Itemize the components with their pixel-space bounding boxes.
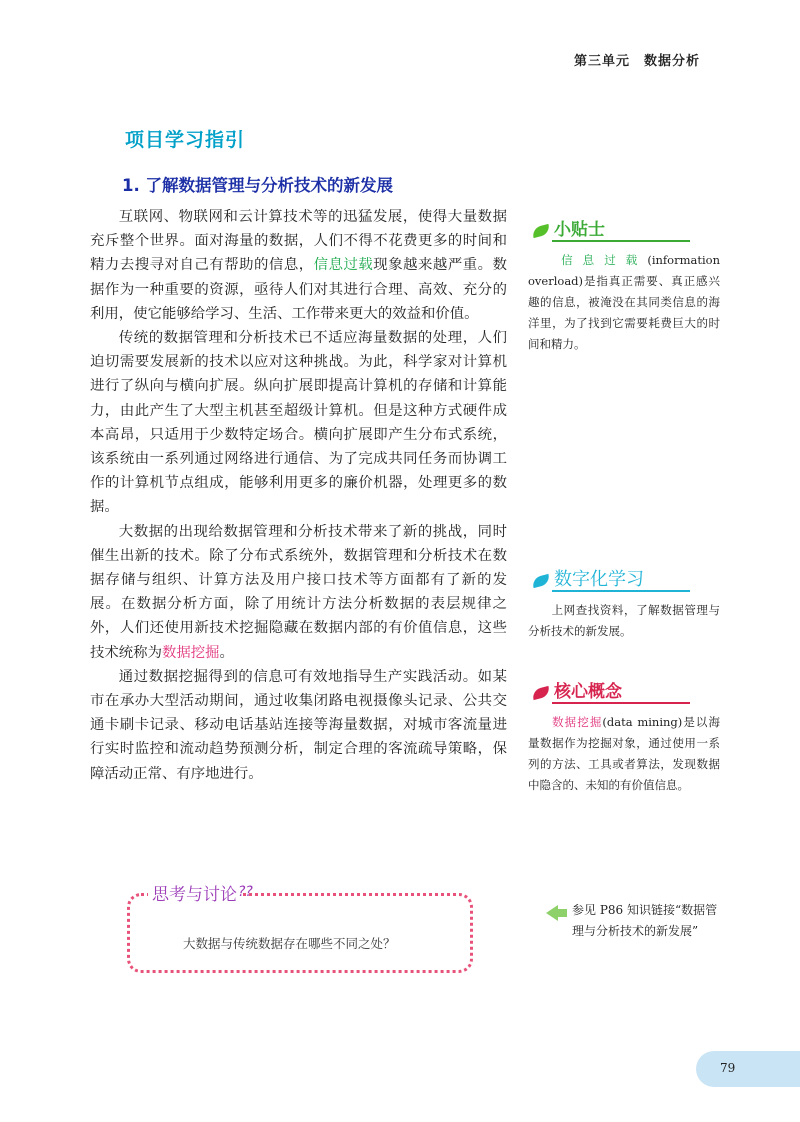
- tip-body: [528, 250, 720, 355]
- core-title: 核心概念: [554, 682, 622, 702]
- question-marks-icon: ??: [238, 884, 253, 900]
- core-concept-box: [528, 680, 720, 796]
- tip-header: [528, 218, 720, 244]
- leaf-icon: [531, 574, 551, 588]
- unit-label: 第三单元: [573, 54, 630, 69]
- sub-title: 1. 了解数据管理与分析技术的新发展: [122, 176, 393, 195]
- tip-underline: [552, 240, 690, 242]
- digital-title: 数字化学习: [554, 569, 644, 590]
- digital-header: [528, 568, 720, 594]
- core-header: [528, 680, 720, 706]
- leaf-icon: [531, 224, 551, 238]
- digital-body: [528, 600, 720, 642]
- page-number: 79: [720, 1061, 736, 1075]
- core-text: (data mining)是以海量数据作为挖掘对象，通过使用一系列的方法、工具或者算法，发现数据中隐含的、未知的有价值信息。: [528, 715, 721, 792]
- core-term: 数据挖掘: [551, 715, 603, 729]
- reference-link-text: 参见 P86 知识链接“数据管理与分析技术的新发展”: [572, 903, 718, 938]
- paragraph-1-a: 互联网、物联网和云计算技术等的迅猛发展，使得大量数据充斥整个世界。面对海量的数据，人们不得不花费更多的时间和精力去搜寻对自己有帮助的信息，: [90, 209, 507, 274]
- digital-text: 上网查找资料，了解数据管理与分析技术的新发展。: [528, 603, 720, 638]
- paragraph-2: 传统的数据管理和分析技术已不适应海量数据的处理，人们迫切需要发展新的技术以应对这种挑战。为此，科学家对计算机进行了纵向与横向扩展。纵向扩展即提高计算机的存储和计算能力，由此产生了大型主机甚至超级计算机。但是这种方式硬件成本高昂，只适用于少数特定场合。横向扩展即产生分布式系统，该系统由一系列通过网络进行通信、为了完成共同任务而协调工作的计算机节点组成，能够利用更多的廉价机器，处理更多的数据。: [90, 330, 507, 516]
- paragraph-1: [90, 205, 507, 326]
- digital-learning-box: [528, 568, 720, 642]
- core-underline: [552, 702, 690, 704]
- paragraph-3: [90, 520, 507, 665]
- arrow-stem: [557, 909, 567, 917]
- tip-term: 信息过载: [551, 253, 648, 267]
- term-data-mining: 数据挖掘: [161, 644, 220, 661]
- core-body: [528, 712, 720, 796]
- leaf-icon: [531, 686, 551, 700]
- section-title: 项目学习指引: [125, 129, 246, 151]
- discussion-box: [127, 893, 473, 973]
- running-header: [560, 50, 700, 69]
- term-information-overload: 信息过载: [313, 257, 374, 274]
- paragraph-3-b: 。: [219, 644, 234, 661]
- chapter-label: 数据分析: [643, 54, 700, 69]
- tip-box: [528, 218, 720, 355]
- main-text: [90, 205, 507, 786]
- discussion-title: 思考与讨论: [148, 880, 241, 905]
- tip-title: 小贴士: [554, 220, 605, 240]
- paragraph-4: 通过数据挖掘得到的信息可有效地指导生产实践活动。如某市在承办大型活动期间，通过收集闭路电视摄像头记录、公共交通卡刷卡记录、移动电话基站连接等海量数据，对城市客流量进行实时监控和流动趋势预测分析，制定合理的客流疏导策略，保障活动正常、有序地进行。: [90, 668, 507, 782]
- paragraph-1-b: 现象越来越严重。数据作为一种重要的资源，亟待人们对其进行合理、高效、充分的利用，使它能够给学习、生活、工作带来更大的效益和价值。: [90, 257, 507, 322]
- discussion-question: 大数据与传统数据存在哪些不同之处？: [183, 936, 396, 951]
- paragraph-3-a: 大数据的出现给数据管理和分析技术带来了新的挑战，同时催生出新的技术。除了分布式系统外，数据管理和分析技术在数据存储与组织、计算方法及用户接口技术等方面都有了新的发展。在数据分析方面，除了用统计方法分析数据的表层规律之外，人们还使用新技术挖掘隐藏在数据内部的有价值信息，这些技术统称为: [90, 523, 507, 661]
- digital-underline: [552, 590, 690, 592]
- page-number-tab: [696, 1051, 800, 1087]
- tip-text: (information overload)是指真正需要、真正感兴趣的信息，被淹没在其同类信息的海洋里，为了找到它需要耗费巨大的时间和精力。: [528, 253, 720, 351]
